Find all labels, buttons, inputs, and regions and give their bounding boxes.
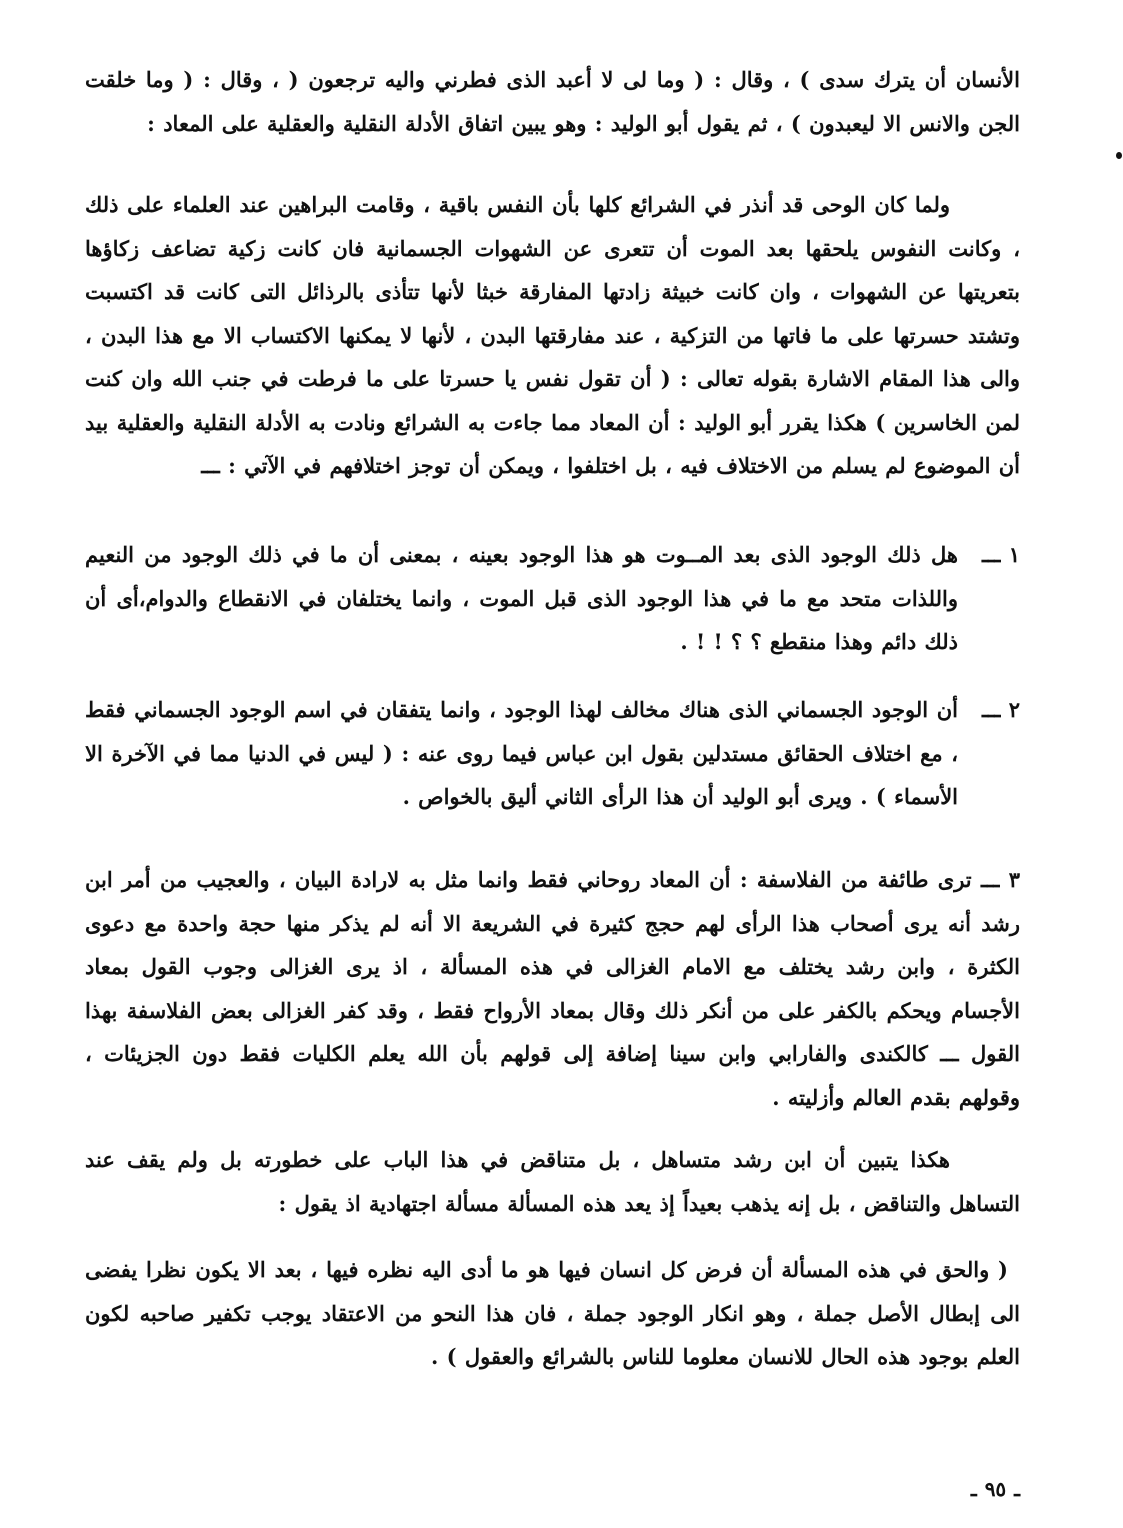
document-page <box>85 58 1020 1501</box>
page-number: ـ ٩٥ ـ <box>970 1477 1020 1501</box>
list-item <box>85 688 1020 819</box>
conclusion-paragraph: هكذا يتبين أن ابن رشد متساهل ، بل متناقض في هذا الباب على خطورته بل ولم يقف عند التساهل والتناقض ، بل إنه يذهب بعيداً إذ يعد هذه المسألة مسألة اجتهادية اذ يقول : <box>85 1147 1020 1216</box>
list-item-number: ١ ـــ <box>981 542 1020 567</box>
list-item-text: أن الوجود الجسماني الذى هناك مخالف لهذا الوجود ، وانما يتفقان في اسم الوجود الجسماني فقط ، مع اختلاف الحقائق مستدلين بقول ابن عباس فيما روى عنه : ( ليس في الدنيا مما في الآخرة الا الأسماء ) . ويرى أبو الوليد أن هذا الرأى الثاني أليق بالخواص . <box>85 697 958 809</box>
list-item-number: ٢ ـــ <box>981 697 1020 722</box>
list-item-text: هل ذلك الوجود الذى بعد المــوت هو هذا الوجود بعينه ، بمعنى أن ما في ذلك الوجود من النعيم واللذات متحد مع ما في هذا الوجود الذى قبل الموت ، وانما يختلفان في الانقطاع والدوام،أى أن ذلك دائم وهذا منقطع ؟ ؟ ! ! . <box>85 542 958 654</box>
list-item <box>85 533 1020 664</box>
intro-paragraph: الأنسان أن يترك سدى ) ، وقال : ( وما لى لا أعبد الذى فطرني واليه ترجعون ( ، وقال : ( وما خلقت الجن والانس الا ليعبدون ) ، ثم يقول أبو الوليد : وهو يبين اتفاق الأدلة النقلية والعقلية على المعاد : <box>85 67 1020 136</box>
philosophers-paragraph: ٣ ـــ ترى طائفة من الفلاسفة : أن المعاد روحاني فقط وانما مثل به لارادة البيان ، والعجيب من أمر ابن رشد أنه يرى أصحاب هذا الرأى لهم حجج كثيرة في الشريعة الا أنه لم يذكر منها حجة واحدة مع دعوى الكثرة ، وابن رشد يختلف مع الامام الغزالى في هذه المسألة ، اذ يرى الغزالى وجوب القول بمعاد الأجسام ويحكم بالكفر على من أنكر ذلك وقال بمعاد الأرواح فقط ، وقد كفر الغزالى بعض الفلاسفة بهذا القول ـــ كالكندى والفارابي وابن سينا إضافة إلى قولهم بأن الله يعلم الكليات فقط دون الجزيئات ، وقولهم بقدم العالم وأزليته . <box>85 867 1020 1110</box>
main-paragraph: ولما كان الوحى قد أنذر في الشرائع كلها بأن النفس باقية ، وقامت البراهين عند العلماء على ذلك ، وكانت النفوس يلحقها بعد الموت أن تتعرى عن الشهوات الجسمانية فان كانت زكية تضاعف زكاؤها بتعريتها عن الشهوات ، وان كانت خبيثة زادتها المفارقة خبثا لأنها تتأذى بالرذائل التى كانت قد اكتسبت وتشتد حسرتها على ما فاتها من التزكية ، عند مفارقتها البدن ، لأنها لا يمكنها الاكتساب الا مع هذا البدن ، والى هذا المقام الاشارة بقوله تعالى : ( أن تقول نفس يا حسرتا على ما فرطت في جنب الله وان كنت لمن الخاسرين ) هكذا يقرر أبو الوليد : أن المعاد مما جاءت به الشرائع ونادت به الأدلة النقلية والعقلية بيد أن الموضوع لم يسلم من الاختلاف فيه ، بل اختلفوا ، ويمكن أن توجز اختلافهم في الآتي : ـــ <box>85 192 1020 478</box>
margin-mark <box>1116 152 1122 159</box>
quotation-paragraph: ( والحق في هذه المسألة أن فرض كل انسان فيها هو ما أدى اليه نظره فيها ، بعد الا يكون نظرا يفضى الى إبطال الأصل جملة ، وهو انكار الوجود جملة ، فان هذا النحو من الاعتقاد يوجب تكفير صاحبه لكون العلم بوجود هذه الحال للانسان معلوما للناس بالشرائع والعقول ) . <box>85 1257 1020 1369</box>
